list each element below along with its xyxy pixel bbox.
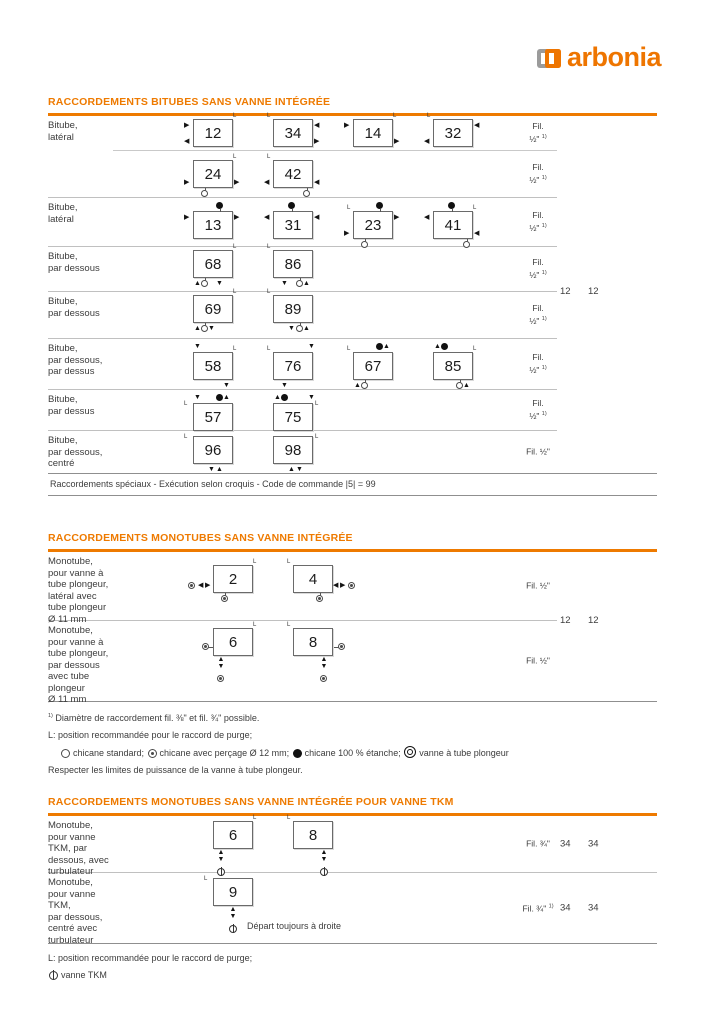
arrow-left-icon: ◀ [474,122,480,129]
arrow-right-icon: ▶ [234,179,240,186]
arrow-down-icon: ▼ [223,382,230,389]
arbonia-logo-icon [536,45,562,71]
baffle-drilled-icon [188,582,195,589]
footnote-line: Respecter les limites de puissance de la vanne à tube plongeur. [48,765,303,775]
purge-position-mark: L [267,289,271,295]
purge-position-mark: L [473,205,477,211]
table-row [48,552,657,620]
page-ref-numbers: 34 34 [560,838,599,850]
flow-updown-icon [229,907,237,920]
thread-size: Fil. ½" [526,446,550,457]
diagram-number: 31 [273,211,313,239]
arrow-right-icon: ▶ [344,122,350,129]
connection-diagram [195,619,275,687]
table-row [48,339,657,389]
arrow-left-icon: ◀ [264,214,270,221]
diagram-number: 58 [193,352,233,380]
footnotes [48,952,657,981]
thread-size: Fil. ½" [526,580,550,591]
arrow-down-icon: ▼ [296,466,303,473]
row-label: Monotube, pour vanne TKM, par dessous, avec turbulateur [48,820,109,877]
purge-position-mark: L [267,244,271,250]
thread-size: Fil. ½" $^{1)}$ [529,398,547,421]
diagram-zone [175,427,335,477]
connection-diagram [255,151,335,201]
purge-position-mark: L [287,559,291,565]
purge-position-mark: L [233,113,237,119]
purge-position-mark: L [267,346,271,352]
baffle-sealed-icon [216,394,223,401]
tkm-valve-icon [229,925,237,933]
diagram-number: 68 [193,250,233,278]
table-row-group [48,815,657,877]
row-label: Bitube, latéral [48,202,78,225]
purge-position-mark: L [233,154,237,160]
table-row-group [48,873,657,946]
baffle-drilled-icon [338,643,345,650]
arrow-left-icon: ◀ [314,179,320,186]
thread-size: Fil. ½" $^{1)}$ [529,352,547,375]
section-title: RACCORDEMENTS BITUBES SANS VANNE INTÉGRÉE [48,96,331,108]
row-label: Monotube, pour vanne TKM, par dessous, centré avec turbulateur [48,877,103,946]
thread-size: Fil. ½" $^{1)}$ [529,303,547,326]
arrow-up-icon: ▲ [434,343,441,350]
arrow-left-icon: ◀ [314,122,320,129]
baffle-standard-icon [201,325,208,332]
table-row [48,621,657,701]
arrow-right-icon: ▶ [184,214,190,221]
arrow-up-icon: ▲ [383,343,390,350]
connection-diagram [255,427,335,477]
arrow-right-icon: ▶ [314,138,320,145]
thread-size: Fil. ¾" $^{1)}$ [522,903,554,914]
footnote-line: $^{1)}$ Diamètre de raccordement fil. ⅜" et fil. ¾" possible. [48,713,260,723]
table-row-group [48,339,657,389]
table-row [48,113,657,150]
flow-updown-icon [320,850,328,863]
arrow-right-icon: ▶ [184,179,190,186]
baffle-sealed-icon [376,202,383,209]
section-title: RACCORDEMENTS MONOTUBES SANS VANNE INTÉGRÉE POUR VANNE TKM [48,796,454,808]
arrow-left-icon: ◀ [333,582,339,589]
table-row-group [48,621,657,705]
diagram-number: 8 [293,821,333,849]
diagram-number: 6 [213,821,253,849]
thread-size: Fil. ½" $^{1)}$ [529,210,547,233]
arrow-down-icon: ▼ [194,394,201,401]
arrow-up-icon: ▲ [303,280,310,287]
arrow-up-icon: ▲ [303,325,310,332]
arrow-left-icon: ◀ [264,179,270,186]
arrow-left-icon: ◀ [474,230,480,237]
special-connections-note: Raccordements spéciaux - Exécution selon croquis - Code de commande |5| = 99 [50,479,376,489]
diagram-number: 34 [273,119,313,147]
table-row-group [48,431,657,473]
row-divider [48,943,657,944]
row-label: Monotube, pour vanne à tube plongeur, latéral avec tube plongeur Ø 11 mm [48,556,109,625]
arrow-down-icon: ▼ [288,325,295,332]
thread-size: Fil. ½" $^{1)}$ [529,121,547,144]
baffle-standard-icon [456,382,463,389]
table-row-group [48,244,657,297]
arrow-up-icon: ▲ [463,382,470,389]
table-row-group [48,198,657,246]
row-divider [48,701,657,702]
baffle-drilled-icon [316,595,323,602]
diagram-number: 89 [273,295,313,323]
connection-diagram [175,343,255,393]
row-label: Monotube, pour vanne à tube plongeur, par dessous avec tube plongeur Ø 11 mm [48,625,109,705]
plunger-tube-valve-icon [404,746,416,758]
row-label: Bitube, par dessous [48,296,100,319]
diagram-number: 96 [193,436,233,464]
flow-updown-icon [320,657,328,670]
arbonia-logo-text: arbonia [567,42,662,72]
arrow-right-icon: ▶ [344,230,350,237]
purge-position-mark: L [267,154,271,160]
baffle-sealed-icon [281,394,288,401]
diagram-zone [175,151,335,201]
arrow-down-icon: ▼ [216,280,223,287]
arrow-right-icon: ▶ [394,214,400,221]
arrow-down-icon: ▼ [281,382,288,389]
arrow-right-icon: ▶ [340,582,346,589]
arrow-left-icon: ◀ [424,214,430,221]
diagram-number: 9 [213,878,253,906]
arrow-right-icon: ▶ [184,122,190,129]
footnote-line: chicane standard; chicane avec perçage Ø 12 mm; chicane 100 % étanche; vanne à tube plongeur [48,746,657,759]
baffle-sealed-icon [441,343,448,350]
arrow-down-icon: ▼ [281,280,288,287]
arrow-down-icon: ▼ [208,325,215,332]
connection-diagram [195,556,275,606]
arrow-left-icon: ◀ [184,138,190,145]
connection-diagram [335,343,415,393]
diagram-number: 24 [193,160,233,188]
table-row [48,873,657,943]
table-row [48,198,657,246]
diagram-zone [175,286,335,336]
baffle-standard-icon [61,749,70,758]
row-label: Bitube, latéral [48,120,78,143]
connection-diagram [415,343,495,393]
arrow-right-icon: ▶ [394,138,400,145]
connection-diagram [175,151,255,201]
arrow-down-icon: ▼ [308,343,315,350]
connection-diagram [255,286,335,336]
diagram-zone [195,556,355,606]
arrow-up-icon: ▲ [216,466,223,473]
section-title: RACCORDEMENTS MONOTUBES SANS VANNE INTÉGRÉE [48,532,353,544]
baffle-drilled-icon [148,749,157,758]
row-label: Bitube, par dessus [48,394,95,417]
page-ref-numbers: 12 12 [560,615,599,626]
purge-position-mark: L [287,622,291,628]
baffle-sealed-icon [288,202,295,209]
diagram-zone [175,241,335,291]
baffle-drilled-icon [202,643,209,650]
purge-position-mark: L [184,401,188,407]
baffle-sealed-icon [293,749,302,758]
purge-position-mark: L [287,815,291,821]
section-bitubes [48,96,657,496]
thread-size: Fil. ½" $^{1)}$ [529,162,547,185]
diagram-number: 6 [213,628,253,656]
flow-updown-icon [217,657,225,670]
footnote-line: L: position recommandée pour le raccord de purge; [48,953,253,963]
purge-position-mark: L [315,434,319,440]
connection-diagram [175,427,255,477]
section-monotubes [48,532,657,776]
table-row [48,431,657,473]
purge-position-mark: L [347,205,351,211]
arrow-down-icon: ▼ [308,394,315,401]
diagram-number: 57 [193,403,233,431]
row-label: Bitube, par dessous [48,251,100,274]
arbonia-logo [536,44,661,71]
table-row-group [48,390,657,430]
row-label: Bitube, par dessous, centré [48,435,103,469]
connection-diagram [175,286,255,336]
diagram-number: 41 [433,211,473,239]
table-row [48,390,657,430]
footnote-line: L: position recommandée pour le raccord de purge; [48,730,253,740]
purge-position-mark: L [233,244,237,250]
baffle-drilled-icon [221,595,228,602]
purge-position-mark: L [233,346,237,352]
baffle-standard-icon [296,325,303,332]
connection-diagram [255,241,335,291]
row-label: Bitube, par dessous, par dessus [48,343,103,377]
diagram-number: 4 [293,565,333,593]
diagram-number: 2 [213,565,253,593]
diagram-number: 42 [273,160,313,188]
arrow-right-icon: ▶ [234,214,240,221]
diagram-caption: Départ toujours à droite [247,921,342,931]
diagram-number: 67 [353,352,393,380]
arrow-right-icon: ▶ [205,582,211,589]
diagram-number: 12 [193,119,233,147]
table-row [48,244,657,291]
arrow-left-icon: ◀ [424,138,430,145]
flow-updown-icon [217,850,225,863]
connection-diagram [335,202,415,252]
diagram-number: 85 [433,352,473,380]
purge-position-mark: L [267,113,271,119]
diagram-number: 8 [293,628,333,656]
thread-size: Fil. ½" $^{1)}$ [529,257,547,280]
arrow-up-icon: ▲ [288,466,295,473]
diagram-number: 14 [353,119,393,147]
diagram-number: 98 [273,436,313,464]
arrow-down-icon: ▼ [194,343,201,350]
tkm-valve-icon [49,971,58,980]
page-ref-numbers: 12 12 [560,286,599,297]
arrow-up-icon: ▲ [223,394,230,401]
diagram-number: 13 [193,211,233,239]
diagram-number: 86 [273,250,313,278]
page-content [48,96,657,981]
purge-position-mark: L [427,113,431,119]
purge-position-mark: L [473,346,477,352]
baffle-sealed-icon [376,343,383,350]
thread-size: Fil. ¾" [526,838,550,849]
arrow-down-icon: ▼ [208,466,215,473]
diagram-zone [195,619,355,687]
diagram-zone [175,343,495,393]
purge-position-mark: L [347,346,351,352]
baffle-drilled-icon [348,582,355,589]
table-row [48,816,657,872]
thread-size: Fil. ½" [526,655,550,666]
arrow-left-icon: ◀ [198,582,204,589]
baffle-standard-icon [361,382,368,389]
purge-position-mark: L [315,401,319,407]
diagram-number: 76 [273,352,313,380]
purge-position-mark: L [393,113,397,119]
section-bottom-line [48,495,657,496]
table-row [48,151,657,197]
purge-position-mark: L [253,815,257,821]
baffle-standard-icon [303,190,310,197]
baffle-standard-icon [201,190,208,197]
footnote-line: vanne TKM [48,969,657,981]
connection-diagram [415,202,495,252]
purge-position-mark: L [253,559,257,565]
connection-diagram [275,619,355,687]
diagram-number: 69 [193,295,233,323]
diagram-number: 75 [273,403,313,431]
baffle-sealed-icon [448,202,455,209]
connection-diagram [275,812,355,880]
baffle-drilled-icon [320,675,327,682]
arrow-up-icon: ▲ [194,280,201,287]
purge-position-mark: L [253,622,257,628]
arrow-up-icon: ▲ [354,382,361,389]
table-row-group [48,113,657,197]
footnotes [48,710,657,776]
connection-diagram [275,556,355,606]
diagram-number: 23 [353,211,393,239]
diagram-number: 32 [433,119,473,147]
baffle-drilled-icon [217,675,224,682]
table-row-group [48,552,657,626]
page-ref-numbers: 34 34 [560,902,599,914]
arrow-left-icon: ◀ [314,214,320,221]
purge-position-mark: L [184,434,188,440]
connection-diagram [175,241,255,291]
purge-position-mark: L [204,876,208,882]
connection-diagram [255,343,335,393]
arrow-up-icon: ▲ [194,325,201,332]
arrow-up-icon: ▲ [274,394,281,401]
baffle-sealed-icon [216,202,223,209]
section-monotubes-tkm [48,796,657,981]
purge-position-mark: L [233,289,237,295]
